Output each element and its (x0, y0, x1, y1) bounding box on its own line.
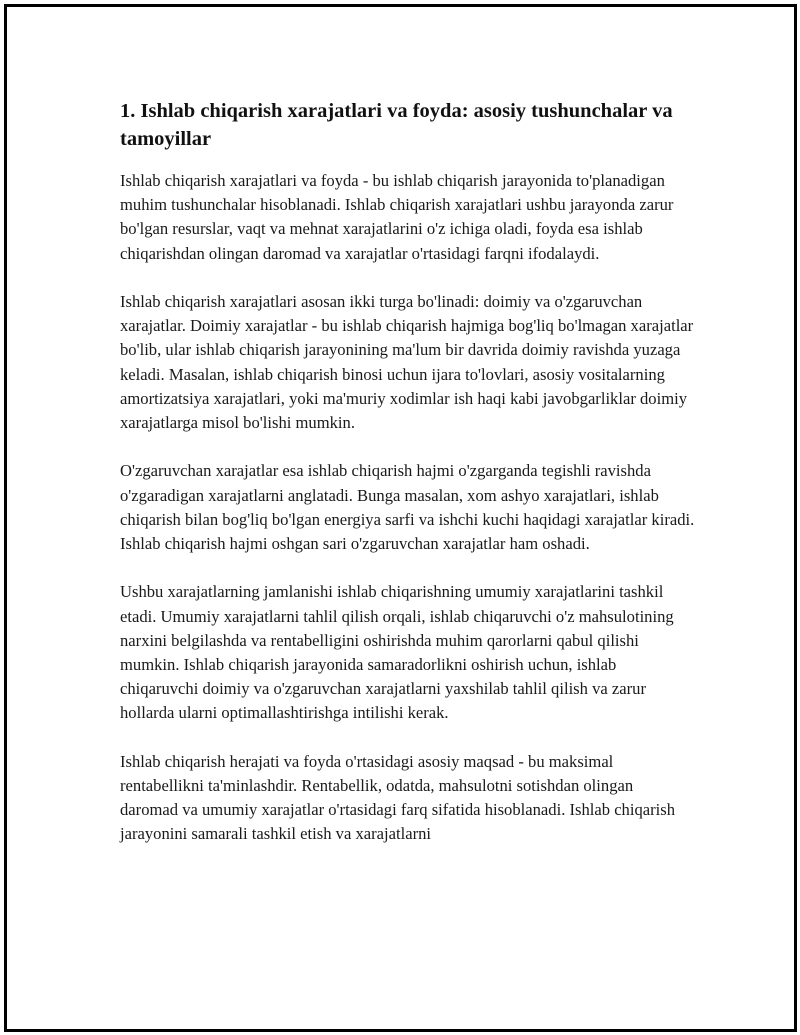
document-body (120, 97, 695, 871)
page-frame (4, 4, 797, 1032)
paragraph-total-costs: Ushbu xarajatlarning jamlanishi ishlab chiqarishning umumiy xarajatlarini tashkil etadi. Umumiy xarajatlarni tahlil qilish orqali, ishlab chiqaruvchi o'z mahsulotining narxini belgilashda va rentabelligini oshirishda muhim qarorlarni qabul qilishi mumkin. Ishlab chiqarish jarayonida samaradorlikni oshirish uchun, ishlab chiqaruvchi doimiy va o'zgaruvchan xarajatlarni yaxshilab tahlil qilish va zarur hollarda ularni optimallashtirishga intilishi kerak. (120, 582, 674, 723)
paragraph-variable-costs: O'zgaruvchan xarajatlar esa ishlab chiqarish hajmi o'zgarganda tegishli ravishda o'zgaradigan xarajatlarni anglatadi. Bunga masalan, xom ashyo xarajatlari, ishlab chiqarish bilan bog'liq bo'lgan energiya sarfi va ishchi kuchi haqidagi xarajatlar kiradi. Ishlab chiqarish hajmi oshgan sari o'zgaruvchan xarajatlar ham oshadi. (120, 461, 695, 554)
section-heading: 1. Ishlab chiqarish xarajatlari va foyda: asosiy tushunchalar va tamoyillar (120, 100, 673, 150)
paragraph-fixed-costs: Ishlab chiqarish xarajatlari asosan ikki turga bo'linadi: doimiy va o'zgaruvchan xarajatlar. Doimiy xarajatlar - bu ishlab chiqarish hajmiga bog'liq bo'lmagan xarajatlar bo'lib, ular ishlab chiqarish jarayonining ma'lum bir davrida doimiy ravishda yuzaga keladi. Masalan, ishlab chiqarish binosi uchun ijara to'lovlari, asosiy vositalarning amortizatsiya xarajatlari, yoki ma'muriy xodimlar ish haqi kabi javobgarliklar doimiy xarajatlarga misol bo'lishi mumkin. (120, 292, 694, 433)
paragraph-intro: Ishlab chiqarish xarajatlari va foyda - bu ishlab chiqarish jarayonida to'planadigan muhim tushunchalar hisoblanadi. Ishlab chiqarish xarajatlari ushbu jarayonda zarur bo'lgan resurslar, vaqt va mehnat xarajatlarini o'z ichiga oladi, foyda esa ishlab chiqarishdan olingan daromad va xarajatlar o'rtasidagi farqni ifodalaydi. (120, 171, 674, 263)
paragraph-profitability: Ishlab chiqarish herajati va foyda o'rtasidagi asosiy maqsad - bu maksimal rentabellikni ta'minlashdir. Rentabellik, odatda, mahsulotni sotishdan olingan daromad va umumiy xarajatlar o'rtasidagi farq sifatida hisoblanadi. Ishlab chiqarish jarayonini samarali tashkil etish va xarajatlarni (120, 751, 676, 844)
